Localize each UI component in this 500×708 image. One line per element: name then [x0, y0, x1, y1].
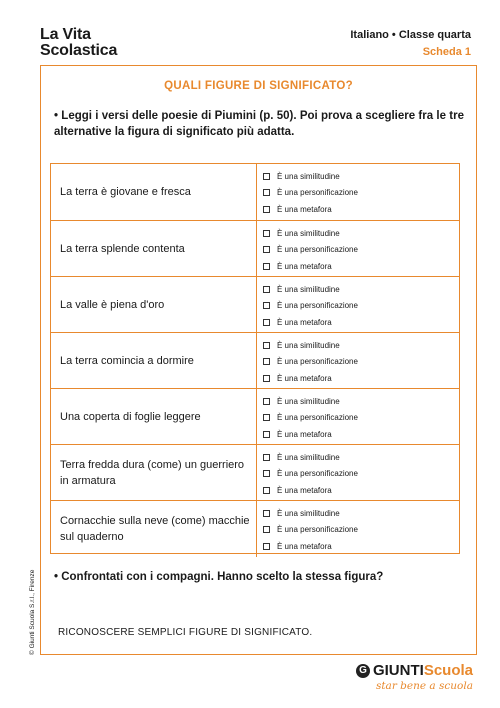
option-label: È una metafora — [277, 317, 332, 327]
worksheet-title: QUALI FIGURE DI SIGNIFICATO? — [164, 80, 353, 92]
option-group — [263, 337, 358, 387]
checkbox-icon[interactable] — [263, 510, 270, 517]
option-label: È una similitudine — [277, 508, 340, 518]
answer-option[interactable] — [263, 168, 358, 185]
answer-option[interactable] — [263, 538, 358, 555]
answer-option[interactable] — [263, 258, 358, 275]
checkbox-icon[interactable] — [263, 189, 270, 196]
column-divider — [256, 164, 257, 220]
checkbox-icon[interactable] — [263, 398, 270, 405]
answer-option[interactable] — [263, 337, 358, 354]
checkbox-icon[interactable] — [263, 206, 270, 213]
column-divider — [256, 333, 257, 389]
logo-line-1: La Vita — [40, 26, 91, 43]
subject-label: Italiano • Classe quarta — [350, 29, 471, 41]
checkbox-icon[interactable] — [263, 414, 270, 421]
option-label: È una metafora — [277, 261, 332, 271]
magazine-logo — [40, 27, 117, 59]
option-group — [263, 281, 358, 331]
option-label: È una metafora — [277, 373, 332, 383]
column-divider — [256, 221, 257, 277]
option-group — [263, 168, 358, 218]
option-group — [263, 505, 358, 555]
column-divider — [256, 389, 257, 445]
checkbox-icon[interactable] — [263, 543, 270, 550]
option-label: È una metafora — [277, 429, 332, 439]
column-divider — [256, 445, 257, 501]
option-label: È una similitudine — [277, 452, 340, 462]
giunti-g-icon: G — [356, 664, 370, 678]
checkbox-icon[interactable] — [263, 431, 270, 438]
checkbox-icon[interactable] — [263, 319, 270, 326]
exercise-row — [51, 220, 459, 277]
option-label: È una personificazione — [277, 245, 358, 255]
option-label: È una similitudine — [277, 340, 340, 350]
checkbox-icon[interactable] — [263, 454, 270, 461]
answer-option[interactable] — [263, 426, 358, 443]
answer-option[interactable] — [263, 185, 358, 202]
checkbox-icon[interactable] — [263, 302, 270, 309]
option-label: È una similitudine — [277, 171, 340, 181]
option-label: È una similitudine — [277, 396, 340, 406]
verse-text: Terra fredda dura (come) un guerriero in armatura — [60, 459, 245, 487]
option-label: È una personificazione — [277, 469, 358, 479]
answer-option[interactable] — [263, 449, 358, 466]
verse-text: Cornacchie sulla neve (come) macchie sul quaderno — [60, 515, 250, 543]
instruction-text: • Leggi i versi delle poesie di Piumini (p. 50). Poi prova a scegliere fra le tre alternative la figura di significato più adatta. — [54, 110, 464, 138]
answer-option[interactable] — [263, 201, 358, 218]
checkbox-icon[interactable] — [263, 375, 270, 382]
answer-option[interactable] — [263, 522, 358, 539]
option-label: È una metafora — [277, 204, 332, 214]
option-label: È una personificazione — [277, 413, 358, 423]
option-label: È una personificazione — [277, 301, 358, 311]
option-group — [263, 449, 358, 499]
checkbox-icon[interactable] — [263, 246, 270, 253]
exercise-row — [51, 388, 459, 445]
discussion-question: • Confrontati con i compagni. Hanno scelto la stessa figura? — [54, 571, 384, 583]
verse-text: La terra è giovane e fresca — [60, 186, 191, 198]
checkbox-icon[interactable] — [263, 173, 270, 180]
verse-text: Una coperta di foglie leggere — [60, 411, 201, 423]
column-divider — [256, 501, 257, 557]
exercise-row — [51, 164, 459, 220]
exercise-row — [51, 444, 459, 501]
learning-objective: RICONOSCERE SEMPLICI FIGURE DI SIGNIFICATO. — [58, 627, 313, 638]
checkbox-icon[interactable] — [263, 342, 270, 349]
answer-option[interactable] — [263, 466, 358, 483]
exercise-row — [51, 500, 459, 557]
verse-text: La terra splende contenta — [60, 243, 185, 255]
logo-line-2: Scolastica — [40, 42, 118, 59]
answer-option[interactable] — [263, 393, 358, 410]
option-label: È una metafora — [277, 541, 332, 551]
option-group — [263, 225, 358, 275]
answer-option[interactable] — [263, 225, 358, 242]
checkbox-icon[interactable] — [263, 526, 270, 533]
checkbox-icon[interactable] — [263, 487, 270, 494]
verse-text: La terra comincia a dormire — [60, 355, 194, 367]
option-label: È una personificazione — [277, 188, 358, 198]
option-label: È una personificazione — [277, 357, 358, 367]
checkbox-icon[interactable] — [263, 230, 270, 237]
brand-name-part2: Scuola — [423, 662, 473, 679]
column-divider — [256, 277, 257, 333]
sheet-number: Scheda 1 — [422, 46, 471, 58]
sheet-header — [350, 28, 471, 59]
answer-option[interactable] — [263, 482, 358, 499]
brand-name-part1: GIUNTI — [372, 662, 424, 679]
answer-option[interactable] — [263, 354, 358, 371]
answer-option[interactable] — [263, 281, 358, 298]
verse-text: La valle è piena d'oro — [60, 299, 165, 311]
exercise-row — [51, 332, 459, 389]
copyright-note: © Giunti Scuola S.r.l., Firenze — [29, 569, 36, 655]
option-label: È una personificazione — [277, 525, 358, 535]
exercise-table — [50, 163, 460, 554]
answer-option[interactable] — [263, 410, 358, 427]
option-label: È una similitudine — [277, 284, 340, 294]
publisher-logo — [356, 662, 473, 692]
answer-option[interactable] — [263, 370, 358, 387]
checkbox-icon[interactable] — [263, 470, 270, 477]
option-group — [263, 393, 358, 443]
publisher-slogan: star bene a scuola — [375, 680, 473, 692]
exercise-row — [51, 276, 459, 333]
checkbox-icon[interactable] — [263, 358, 270, 365]
option-label: È una metafora — [277, 485, 332, 495]
checkbox-icon[interactable] — [263, 286, 270, 293]
option-label: È una similitudine — [277, 228, 340, 238]
answer-option[interactable] — [263, 505, 358, 522]
answer-option[interactable] — [263, 314, 358, 331]
answer-option[interactable] — [263, 298, 358, 315]
checkbox-icon[interactable] — [263, 263, 270, 270]
answer-option[interactable] — [263, 242, 358, 259]
